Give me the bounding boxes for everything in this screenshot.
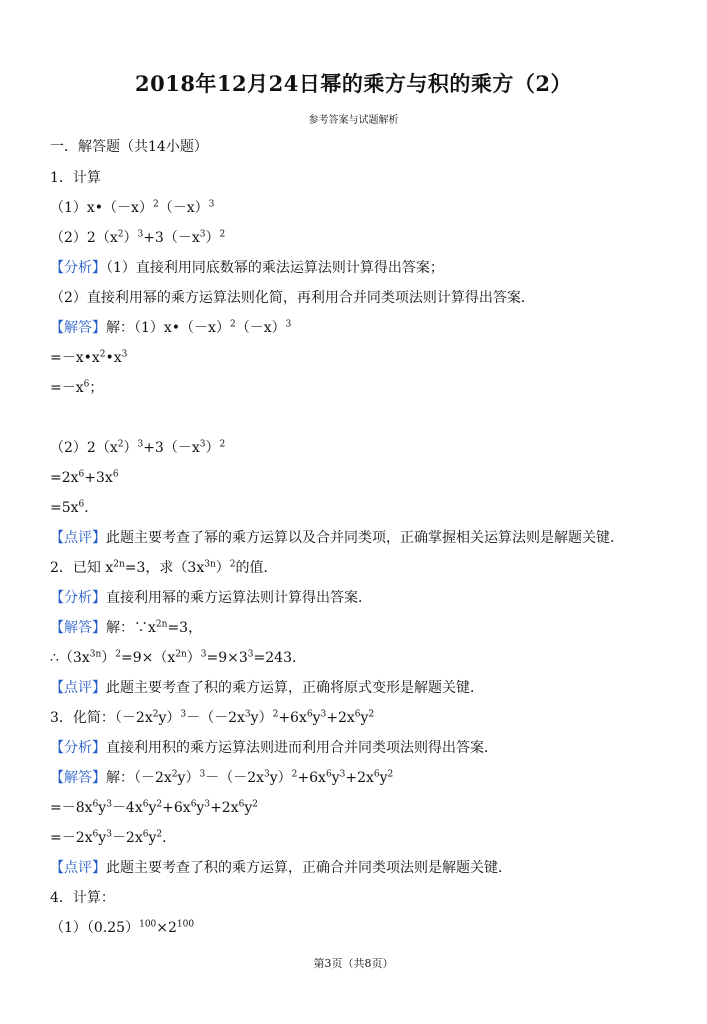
solution-tag: 【解答】 xyxy=(50,770,106,786)
q2-solution-2: $\therefore(3x^{3n})^2=9\times(x^{2n})^3=9\times 3^3=243$． xyxy=(50,649,306,666)
q2-analysis: 【分析】直接利用幂的乘方运算法则计算得出答案． xyxy=(50,590,372,606)
page-title: 2018年12月24日幂的乘方与积的乘方（2） xyxy=(134,71,572,96)
q1-solution-2: $=-x•x^2•x^3$ xyxy=(50,349,128,366)
page-footer: 第3页（共8页） xyxy=(313,957,394,970)
q1-part2: $(2)2(x^2)^3+3(-x^3)^2$ xyxy=(50,229,226,246)
q1-solution-1: 【解答】解：$(1)x•(-x)^2(-x)^3$ xyxy=(50,319,292,336)
comment-tag: 【点评】 xyxy=(50,860,106,876)
q3-solution-3: $=-2x^6y^3-2x^6y^2$． xyxy=(50,829,177,846)
q1-comment: 【点评】此题主要考查了幂的乘方运算以及合并同类项，正确掌握相关运算法则是解题关键． xyxy=(50,530,624,546)
q3-solution-2: $=-8x^6y^3-4x^6y^2+6x^6y^3+2x^6y^2$ xyxy=(50,799,259,816)
q4-stem: 4．计算： xyxy=(50,890,115,906)
solution-tag: 【解答】 xyxy=(50,320,106,336)
q1-part1: $(1)x•(-x)^2(-x)^3$ xyxy=(50,199,215,216)
q3-analysis: 【分析】直接利用积的乘方运算法则进而利用合并同类项法则得出答案． xyxy=(50,740,498,756)
q2-stem: 2．已知 $x^{2n}=3$，求$(3x^{3n})^2$的值． xyxy=(50,559,278,576)
q4-part1: $(1)(0.25)^{100}\times 2^{100}$ xyxy=(50,919,195,936)
analysis-tag: 【分析】 xyxy=(50,260,106,276)
q1-solution-3: $=-x^6$； xyxy=(50,379,104,396)
q1-analysis-2: （2）直接利用幂的乘方运算法则化简，再利用合并同类项法则计算得出答案． xyxy=(50,290,535,306)
q1-solution-6: $=5x^6$． xyxy=(50,499,99,516)
q1-solution-4: $(2)2(x^2)^3+3(-x^3)^2$ xyxy=(50,439,226,456)
q2-solution-1: 【解答】解：$\because x^{2n}=3$， xyxy=(50,619,203,636)
comment-tag: 【点评】 xyxy=(50,680,106,696)
q3-solution-1: 【解答】解：$(-2x^2y)^3-(-2x^3y)^2+6x^6y^3+2x^6y^2$ xyxy=(50,769,394,786)
page-subtitle: 参考答案与试题解析 xyxy=(308,115,399,126)
analysis-tag: 【分析】 xyxy=(50,740,106,756)
q3-comment: 【点评】此题主要考查了积的乘方运算，正确合并同类项法则是解题关键． xyxy=(50,860,512,876)
section-heading: 一．解答题（共14小题） xyxy=(50,139,208,155)
q1-analysis-1: 【分析】（1）直接利用同底数幂的乘法运算法则计算得出答案； xyxy=(50,260,444,276)
q3-stem: 3．化简：$(-2x^2y)^3-(-2x^3y)^2+6x^6y^3+2x^6y^2$ xyxy=(50,709,375,726)
q1-stem: 1．计算 xyxy=(50,170,101,186)
solution-tag: 【解答】 xyxy=(50,620,106,636)
analysis-tag: 【分析】 xyxy=(50,590,106,606)
comment-tag: 【点评】 xyxy=(50,530,106,546)
q1-solution-5: $=2x^6+3x^6$ xyxy=(50,469,119,486)
q2-comment: 【点评】此题主要考查了积的乘方运算，正确将原式变形是解题关键． xyxy=(50,680,484,696)
